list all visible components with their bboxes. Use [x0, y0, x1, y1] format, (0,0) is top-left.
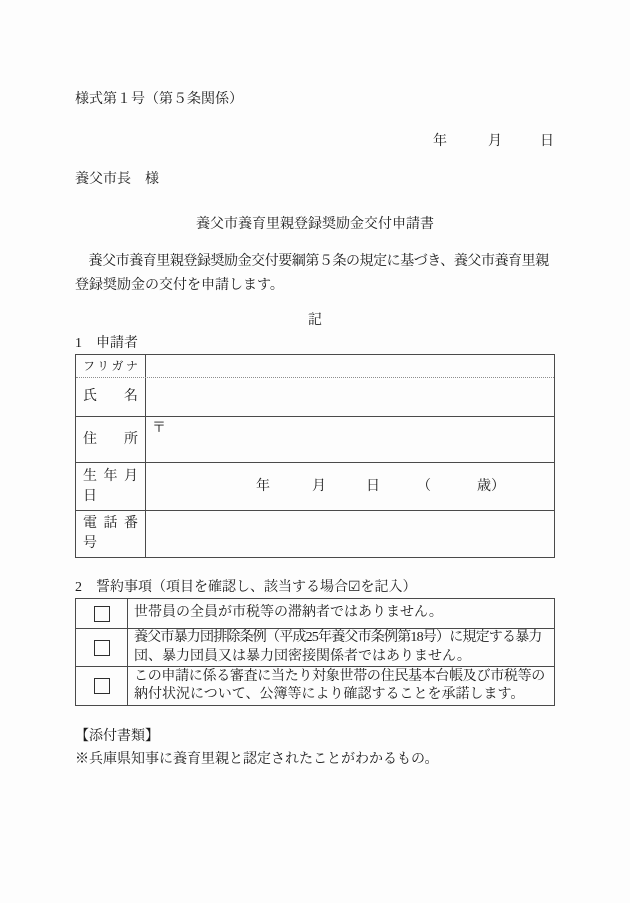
form-number: 様式第１号（第５条関係） — [75, 92, 243, 107]
pledge-checkbox-2[interactable] — [94, 640, 110, 656]
birth-year-label: 年 — [256, 478, 270, 494]
phone-input-area[interactable] — [146, 511, 554, 557]
age-paren-open: （ — [417, 478, 431, 494]
address-label: 住 所 — [76, 417, 146, 462]
pledge-section-heading: 2 誓約事項（項目を確認し、該当する場合☑を記入） — [75, 580, 417, 595]
birthdate-row — [76, 463, 554, 511]
body-line-2: 登録奨励金の交付を申請します。 — [75, 278, 284, 293]
applicant-table — [75, 354, 555, 558]
name-input-area[interactable] — [146, 378, 554, 416]
birthdate-label: 生年月日 — [76, 463, 146, 510]
pledge-row-1 — [76, 599, 554, 629]
addressee: 養父市長 様 — [75, 172, 159, 187]
record-marker: 記 — [308, 313, 322, 328]
pledge-row-3 — [76, 667, 554, 705]
date-line[interactable] — [0, 132, 630, 152]
document-title: 養父市養育里親登録奨励金交付申請書 — [196, 217, 434, 232]
date-day-label: 日 — [540, 134, 554, 149]
pledge-checkbox-cell-3 — [76, 667, 128, 705]
attachments-note: ※兵庫県知事に養育里親と認定されたことがわかるもの。 — [75, 752, 439, 767]
pledge-text-3: この申請に係る審査に当たり対象世帯の住民基本台帳及び市税等の 納付状況について、公簿等により確認することを承諾します。 — [134, 668, 545, 702]
date-year-label: 年 — [433, 134, 447, 149]
phone-row — [76, 511, 554, 557]
furigana-label: フリガナ — [76, 355, 146, 377]
pledge-checkbox-cell-1 — [76, 599, 128, 628]
phone-label: 電話番号 — [76, 511, 146, 557]
birth-month-label: 月 — [312, 478, 326, 494]
furigana-row — [76, 355, 554, 378]
birth-day-label: 日 — [366, 478, 380, 494]
applicant-section-heading: 1 申請者 — [75, 336, 138, 351]
body-line-1: 養父市養育里親登録奨励金交付要綱第５条の規定に基づき、養父市養育里親 — [75, 254, 549, 269]
address-input-area[interactable] — [146, 417, 554, 462]
pledge-checkbox-cell-2 — [76, 629, 128, 666]
name-label: 氏 名 — [76, 378, 146, 416]
name-row — [76, 378, 554, 417]
pledge-row-2 — [76, 629, 554, 667]
birthdate-input-area[interactable] — [146, 463, 554, 510]
address-row — [76, 417, 554, 463]
pledge-checkbox-3[interactable] — [94, 678, 110, 694]
date-month-label: 月 — [488, 134, 502, 149]
furigana-input-area[interactable] — [146, 355, 554, 377]
pledge-checkbox-1[interactable] — [94, 606, 110, 622]
age-label-close: 歳） — [477, 478, 505, 494]
postal-mark: 〒 — [152, 421, 166, 436]
pledge-text-2: 養父市暴力団排除条例（平成25年養父市条例第18号）に規定する暴力 団、暴力団員又は暴力団密接関係者ではありません。 — [134, 630, 542, 664]
attachments-heading: 【添付書類】 — [75, 729, 159, 744]
pledge-text-1: 世帯員の全員が市税等の滞納者ではありません。 — [134, 605, 443, 621]
pledge-table — [75, 598, 555, 706]
